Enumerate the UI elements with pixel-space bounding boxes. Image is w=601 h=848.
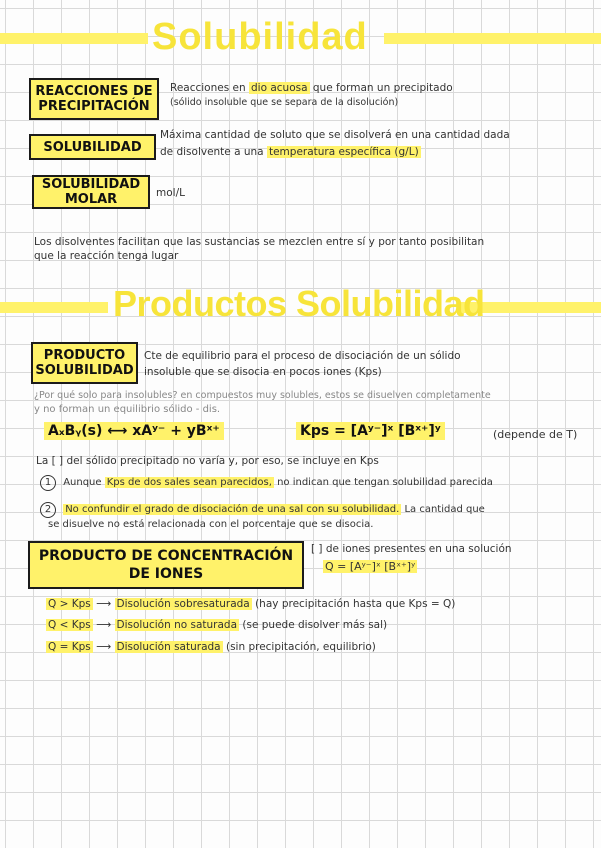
term-line: MOLAR [64, 192, 118, 207]
def-concentracion: [ ] de iones presentes en una solución [311, 543, 512, 555]
question-insolubles-line1: ¿Por qué solo para insolubles? en compuestos muy solubles, estos se disuelven completamente [34, 390, 491, 401]
point-text: no indican que tengan solubilidad parecida [277, 477, 493, 488]
case-condition: Q < Kps [48, 619, 91, 631]
formula-q: Q = [Aʸ⁻]ˣ [Bˣ⁺]ʸ [325, 560, 416, 573]
def-molar: mol/L [156, 187, 185, 199]
term-line: DE IONES [128, 566, 204, 582]
number-circle-2: 2 [40, 502, 56, 518]
title-band-right [384, 33, 601, 44]
point-2 [40, 502, 485, 518]
def-producto-line2: insoluble que se disocia en pocos iones (Kps) [144, 366, 382, 378]
solid-note: La [ ] del sólido precipitado no varía y, por eso, se incluye en Kps [36, 455, 379, 467]
point-highlight: Kps de dos sales sean parecidos, [106, 477, 272, 488]
right-arrow-icon: ⟶ [96, 598, 112, 610]
case-result: Disolución saturada [116, 641, 221, 653]
case-result: Disolución sobresaturada [116, 598, 250, 610]
point-2-line2: se disuelve no está relacionada con el porcentaje que se disocia. [48, 519, 374, 530]
term-solubilidad [29, 134, 156, 160]
def-text: de disolvente a una [160, 146, 264, 158]
def-highlight: temperatura específica (g/L) [268, 146, 419, 158]
case-condition: Q > Kps [48, 598, 91, 610]
term-line: PRECIPITACIÓN [38, 99, 150, 114]
def-reacciones [170, 82, 453, 95]
case-row [46, 619, 387, 632]
term-solubilidad-molar [32, 175, 150, 209]
right-arrow-icon: ⟶ [96, 641, 112, 653]
case-note: (hay precipitación hasta que Kps = Q) [255, 598, 456, 610]
case-note: (sin precipitación, equilibrio) [225, 641, 376, 653]
point-highlight: No confundir el grado de disociación de una sal con su solubilidad. [65, 504, 400, 515]
question-insolubles-line2: y no forman un equilibrio sólido - dis. [34, 404, 221, 415]
point-text: Aunque [63, 477, 102, 488]
right-arrow-icon: ⟶ [96, 619, 112, 631]
def-producto-line1: Cte de equilibrio para el proceso de disociación de un sólido [144, 350, 461, 362]
def-text: que forman un precipitado [312, 82, 453, 94]
term-line: PRODUCTO [43, 348, 126, 363]
equation-kps [296, 422, 445, 440]
title-band-left [0, 33, 148, 44]
term-line: SOLUBILIDAD [43, 139, 142, 155]
point-1 [40, 475, 493, 491]
term-line: PRODUCTO DE CONCENTRACIÓN [38, 548, 294, 564]
title-band-left-2 [0, 302, 108, 313]
term-line: SOLUBILIDAD [41, 177, 141, 192]
case-row [46, 598, 455, 611]
term-reacciones-precipitacion [29, 78, 159, 120]
def-solubilidad-line2 [160, 146, 421, 159]
equation-left: AₓBᵧ(s) ⟷ xAʸ⁻ + yBˣ⁺ [48, 423, 220, 439]
note-disolventes-line2: que la reacción tenga lugar [34, 250, 179, 262]
point-text: La cantidad que [404, 504, 485, 515]
section-title-solubilidad: Solubilidad [152, 16, 368, 58]
case-condition: Q = Kps [48, 641, 91, 653]
case-note: (se puede disolver más sal) [242, 619, 388, 631]
note-disolventes-line1: Los disolventes facilitan que las sustancias se mezclen entre sí y por tanto posibilitan [34, 236, 485, 248]
term-line: SOLUBILIDAD [35, 363, 134, 378]
case-row [46, 641, 376, 654]
number-circle-1: 1 [40, 475, 56, 491]
term-line: REACCIONES DE [35, 84, 153, 99]
case-result: Disolución no saturada [116, 619, 238, 631]
term-producto-solubilidad [31, 342, 138, 384]
equation-right: Kps = [Aʸ⁻]ˣ [Bˣ⁺]ʸ [300, 423, 441, 439]
section-title-productos-solubilidad: Productos Solubilidad [113, 283, 485, 324]
def-solubilidad-line1: Máxima cantidad de soluto que se disolverá en una cantidad dada [160, 129, 510, 141]
def-reacciones-line2: (sólido insoluble que se separa de la disolución) [170, 97, 399, 108]
term-producto-concentracion [28, 541, 304, 589]
def-highlight: dio acuosa [251, 82, 308, 94]
equation-dissociation [44, 422, 224, 440]
def-text: Reacciones en [170, 82, 246, 94]
equation-note: (depende de T) [493, 428, 578, 441]
